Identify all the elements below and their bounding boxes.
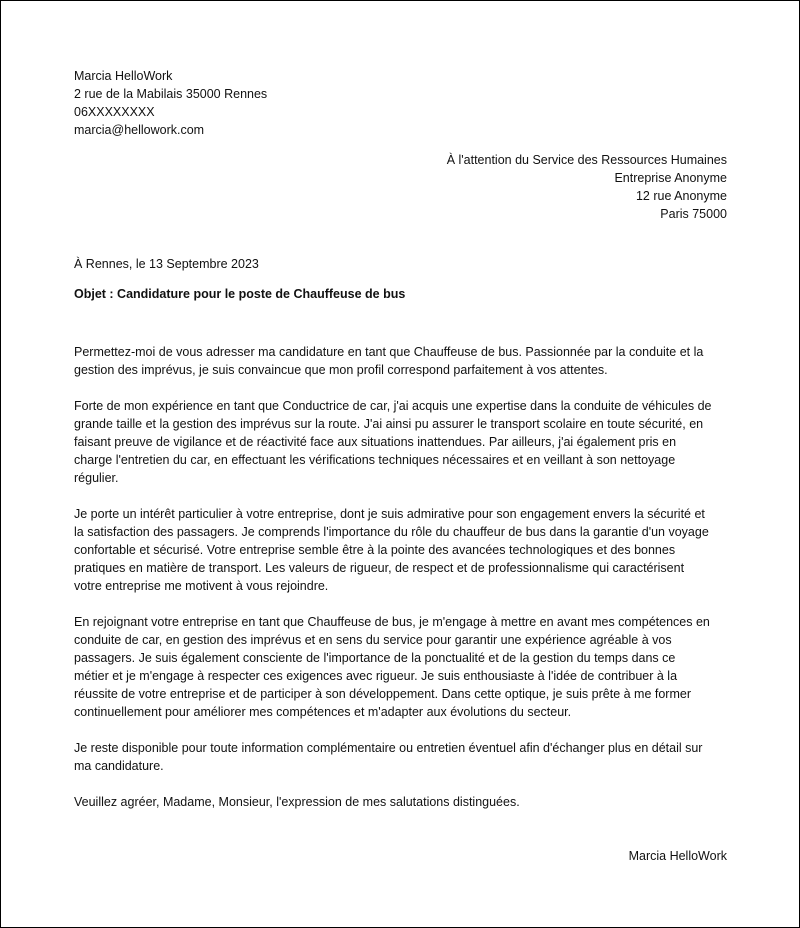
paragraph [74,343,730,379]
sender-address: 2 rue de la Mabilais 35000 Rennes [74,87,268,101]
paragraph-line: régulier. [74,471,119,485]
paragraph-line: votre entreprise me motivent à vous rejoindre. [74,579,329,593]
paragraph-line: faisant preuve de vigilance et de réactivité face aux situations inattendues. Par ailleurs, j'ai également pris en [74,435,677,449]
paragraph-line: pratiques en matière de transport. Les valeurs de rigueur, de respect et de professionnalisme qui caractérisent [74,561,685,575]
paragraph-line: réussite de votre entreprise et de participer à son développement. Dans cette optique, je suis prête à me former [74,687,691,701]
letter-date: À Rennes, le 13 Septembre 2023 [74,257,259,271]
paragraph [74,397,730,487]
sender-email: marcia@hellowork.com [74,123,205,137]
paragraph [74,793,730,811]
paragraph-line: grande taille et la gestion des imprévus sur la route. J'ai ainsi pu assurer le transport scolaire en toute sécurité, en [74,417,704,431]
letter-body [74,343,730,829]
recipient-company: Entreprise Anonyme [614,171,727,185]
recipient-city: Paris 75000 [660,207,727,221]
sender-block [74,67,267,139]
paragraph-line: Forte de mon expérience en tant que Conductrice de car, j'ai acquis une expertise dans la conduite de véhicules de [74,399,712,413]
paragraph-line: continuellement pour améliorer mes compétences et m'adapter aux évolutions du secteur. [74,705,572,719]
paragraph-line: Je porte un intérêt particulier à votre entreprise, dont je suis admirative pour son engagement envers la sécurité et [74,507,705,521]
letter-subject: Objet : Candidature pour le poste de Chauffeuse de bus [74,287,406,301]
paragraph-line: Veuillez agréer, Madame, Monsieur, l'expression de mes salutations distinguées. [74,795,520,809]
recipient-block [447,151,727,223]
paragraph-line: En rejoignant votre entreprise en tant que Chauffeuse de bus, je m'engage à mettre en avant mes compétences en [74,615,710,629]
paragraph-line: passagers. Je suis également consciente de l'importance de la ponctualité et de la gestion du temps dans ce [74,651,676,665]
paragraph-line: confortable et sécurisé. Votre entreprise semble être à la pointe des avancées technologiques et des bonnes [74,543,676,557]
recipient-attention: À l'attention du Service des Ressources Humaines [446,153,727,167]
sender-name: Marcia HelloWork [74,69,173,83]
sender-phone: 06XXXXXXXX [74,105,155,119]
paragraph-line: charge l'entretien du car, en effectuant les vérifications techniques nécessaires et en veillant à son nettoyage [74,453,676,467]
paragraph-line: Je reste disponible pour toute information complémentaire ou entretien éventuel afin d'échanger plus en détail sur [74,741,703,755]
paragraph [74,613,730,721]
paragraph-line: gestion des imprévus, je suis convaincue que mon profil correspond parfaitement à vos attentes. [74,363,608,377]
recipient-street: 12 rue Anonyme [635,189,727,203]
paragraph-line: la satisfaction des passagers. Je comprends l'importance du rôle du chauffeur de bus dans la garantie d'un voyage [74,525,709,539]
signature: Marcia HelloWork [628,849,727,863]
paragraph [74,505,730,595]
paragraph-line: métier et je m'engage à respecter ces exigences avec rigueur. Je suis enthousiaste à l'idée de contribuer à la [74,669,678,683]
paragraph-line: ma candidature. [74,759,164,773]
paragraph-line: conduite de car, en gestion des imprévus et en sens du service pour garantir une expérience agréable à vos [74,633,672,647]
paragraph [74,739,730,775]
paragraph-line: Permettez-moi de vous adresser ma candidature en tant que Chauffeuse de bus. Passionnée par la conduite et la [74,345,704,359]
